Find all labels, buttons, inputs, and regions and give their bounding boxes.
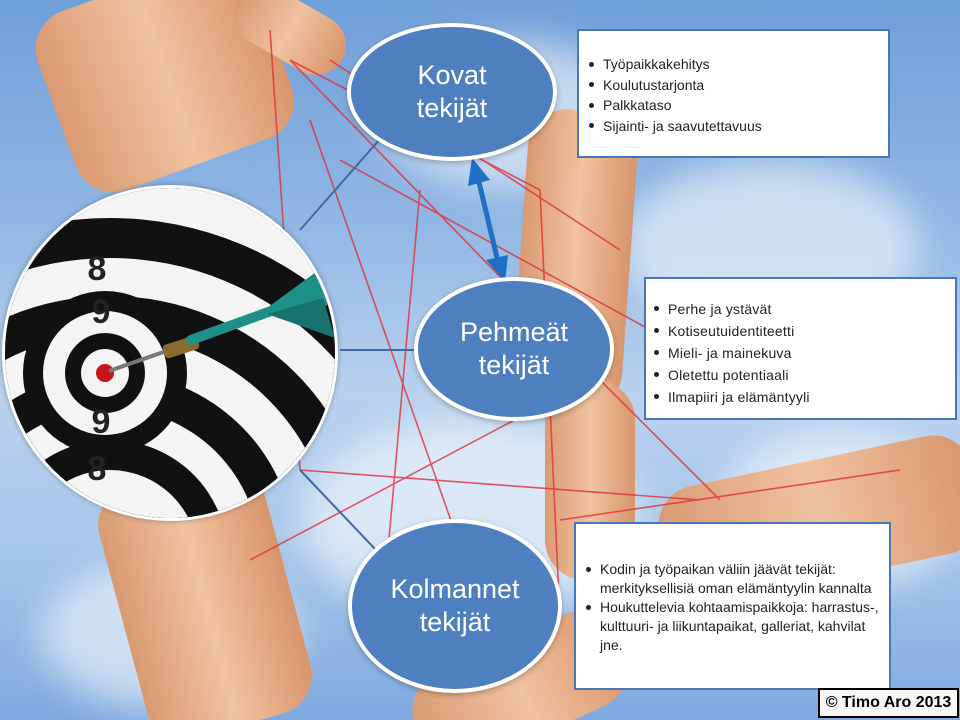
list-item: Kotiseutuidentiteetti: [654, 320, 955, 342]
list-item: Sijainti- ja saavutettavuus: [589, 116, 888, 137]
list-item: Mieli- ja mainekuva: [654, 342, 955, 364]
list-item: Ilmapiiri ja elämäntyyli: [654, 386, 955, 408]
bubble-title: tekijät: [416, 93, 488, 123]
dartboard-number: 9: [91, 403, 111, 441]
dartboard-number: 8: [87, 250, 107, 288]
list-item: Kodin ja työpaikan väliin jäävät tekijät: merkityksellisiä oman elämäntyylin kannalta: [586, 560, 883, 598]
bubble-soft-factors: [414, 277, 614, 421]
list-item: Työpaikkakehitys: [589, 54, 888, 75]
panel-soft-factors: [644, 277, 957, 420]
list-item: Perhe ja ystävät: [654, 298, 955, 320]
bubble-title: tekijät: [419, 607, 491, 637]
list-item: Oletettu potentiaali: [654, 364, 955, 386]
bubble-title: Pehmeät: [459, 317, 569, 348]
panel-third-factors: [574, 522, 891, 690]
bubble-title: Kolmannet: [390, 574, 520, 605]
list-item: Houkuttelevia kohtaamispaikkoja: harrastus-, kulttuuri- ja liikuntapaikat, galleriat, kahvilat jne.: [586, 598, 883, 655]
list-item: Palkkataso: [589, 95, 888, 116]
bubble-third-factors: [348, 519, 562, 693]
list-item: Koulutustarjonta: [589, 75, 888, 96]
dartboard-number: 9: [91, 293, 111, 331]
bubble-hard-factors: [347, 23, 557, 161]
bubble-title: tekijät: [478, 350, 550, 380]
dartboard-number: 8: [87, 450, 107, 488]
bubble-title: Kovat: [417, 60, 487, 91]
copyright-label: © Timo Aro 2013: [818, 688, 959, 718]
panel-hard-factors: [577, 29, 890, 158]
double-arrow-icon: [468, 158, 508, 282]
